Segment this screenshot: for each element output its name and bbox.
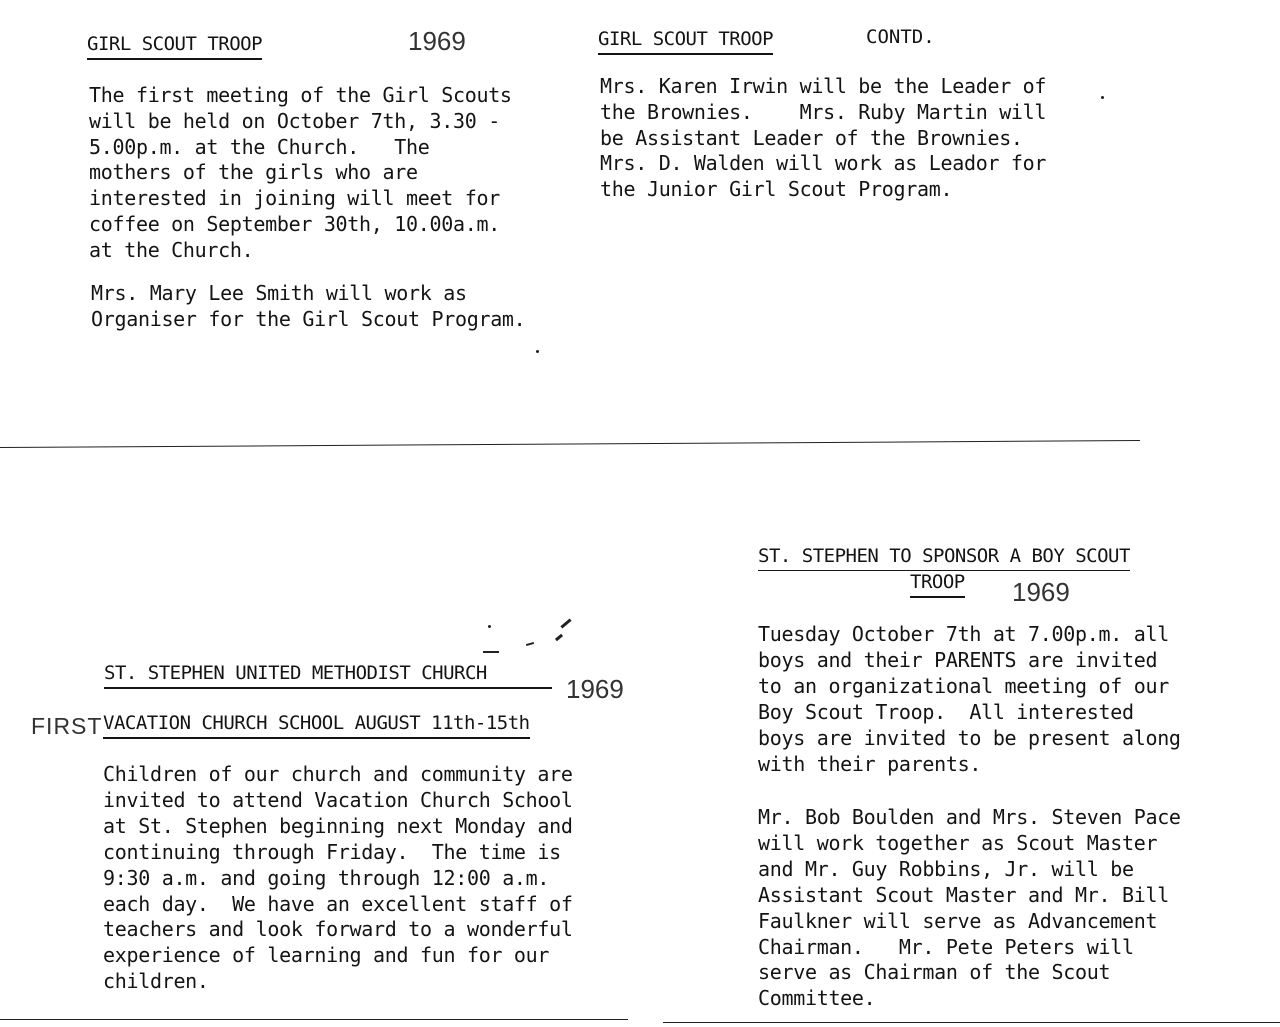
speck bbox=[483, 651, 499, 653]
speck bbox=[526, 642, 534, 646]
speck bbox=[488, 625, 491, 628]
speck bbox=[555, 634, 563, 641]
speck bbox=[536, 350, 539, 353]
vacation-school-church-heading: ST. STEPHEN UNITED METHODIST CHURCH bbox=[104, 662, 552, 689]
boy-scout-heading-line-1: ST. STEPHEN TO SPONSOR A BOY SCOUT bbox=[758, 545, 1130, 571]
divider-rule-bottom-left bbox=[0, 1019, 628, 1020]
girl-scout-year: 1969 bbox=[408, 26, 466, 56]
girl-scout-paragraph-2: Mrs. Mary Lee Smith will work as Organiser for the Girl Scout Program. bbox=[91, 281, 526, 331]
girl-scout-contd-heading: GIRL SCOUT TROOP bbox=[598, 28, 773, 55]
girl-scout-heading: GIRL SCOUT TROOP bbox=[87, 33, 262, 60]
divider-rule-bottom-right bbox=[663, 1022, 1280, 1023]
divider-rule-top bbox=[0, 440, 1140, 448]
speck bbox=[1101, 96, 1104, 99]
boy-scout-paragraph-2: Mr. Bob Boulden and Mrs. Steven Pace will work together as Scout Master and Mr. Guy Robbins, Jr. will be Assistant Scout Master and Mr. Bill Faulkner will serve as Advancement Chairman. Mr. Pete Peters will serve as Chairman of the Scout Committee. bbox=[758, 805, 1181, 1011]
first-label: FIRST bbox=[31, 713, 103, 739]
vacation-school-subheading: VACATION CHURCH SCHOOL AUGUST 11th-15th bbox=[103, 712, 530, 739]
girl-scout-contd-paragraph: Mrs. Karen Irwin will be the Leader of the Brownies. Mrs. Ruby Martin will be Assistant Leader of the Brownies. Mrs. D. Walden will work as Leador for the Junior Girl Scout Program. bbox=[600, 74, 1047, 202]
vacation-school-paragraph: Children of our church and community are invited to attend Vacation Church School at St. Stephen beginning next Monday and continuing through Friday. The time is 9:30 a.m. and going through 12:00 a.m. each day. We have an excellent staff of teachers and look forward to a wonderful experience of learning and fun for our children. bbox=[103, 762, 573, 994]
girl-scout-paragraph-1: The first meeting of the Girl Scouts will be held on October 7th, 3.30 - 5.00p.m. at the Church. The mothers of the girls who are interested in joining will meet for coffee on September 30th, 10.00a.m. at the Church. bbox=[89, 83, 512, 262]
boy-scout-heading-line-2: TROOP bbox=[910, 571, 965, 598]
boy-scout-paragraph-1: Tuesday October 7th at 7.00p.m. all boys and their PARENTS are invited to an organizational meeting of our Boy Scout Troop. All interested boys are invited to be present along with their parents. bbox=[758, 622, 1181, 776]
contd-label: CONTD. bbox=[866, 26, 935, 48]
vacation-school-year: 1969 bbox=[566, 674, 624, 704]
boy-scout-year: 1969 bbox=[1012, 577, 1070, 607]
speck bbox=[560, 618, 571, 628]
